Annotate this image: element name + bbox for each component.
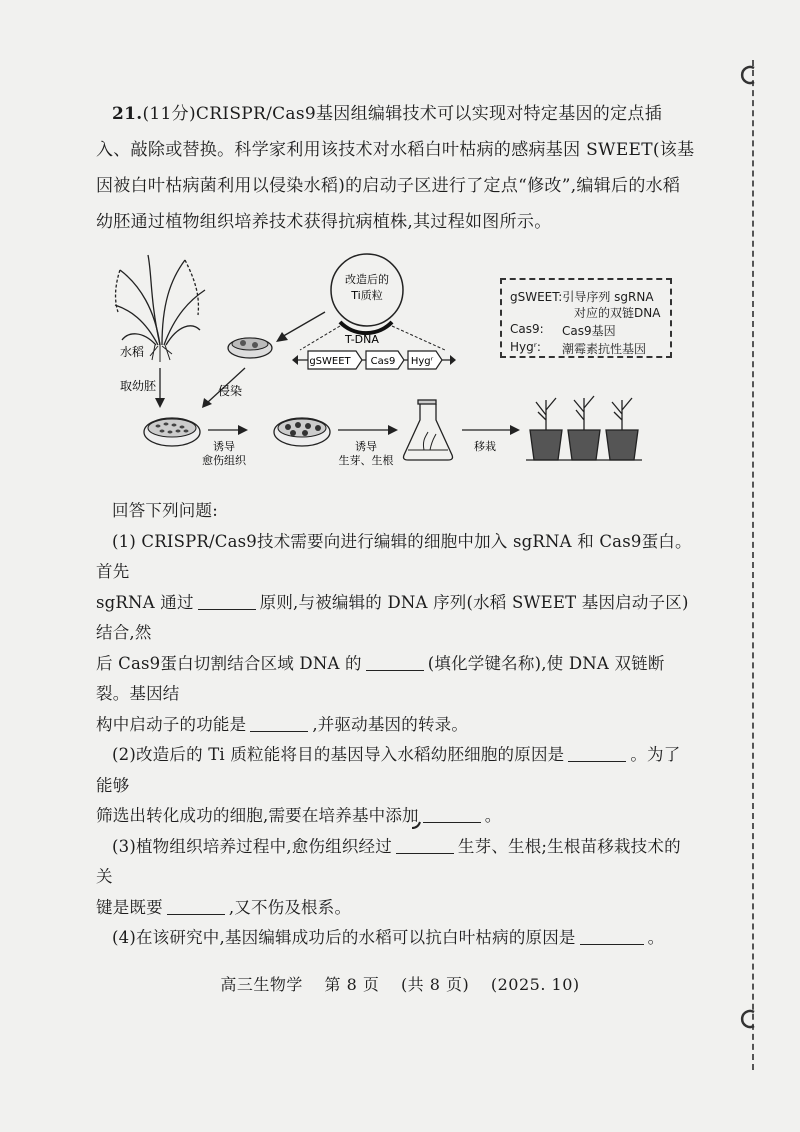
induce-1-line1: 诱导	[213, 440, 235, 453]
q3-text: 键是既要	[96, 897, 163, 917]
gene-hyg-box	[408, 351, 442, 369]
footer-total: (共 8 页)	[400, 975, 470, 994]
question-number: 21.	[112, 104, 143, 124]
q1-text: 原则,与被编辑的 DNA 序列(水稻 SWEET 基因启动子区)结合,然	[96, 592, 689, 642]
question-score: (11分)	[142, 104, 196, 124]
binding-dashed-line	[752, 60, 754, 1070]
q1-text: 后 Cas9蛋白切割结合区域 DNA 的	[96, 653, 362, 673]
q3-text: 生芽、生根;生根苗移栽技术的关	[96, 836, 681, 886]
transplant-label: 移栽	[474, 440, 496, 453]
infect-label: 侵染	[218, 384, 243, 398]
answers-intro: 回答下列问题:	[112, 501, 218, 520]
gene-3-label: Hygʳ	[410, 356, 434, 367]
q4-text: (4)在该研究中,基因编辑成功后的水稻可以抗白叶枯病的原因是	[112, 928, 576, 947]
q1-line-a: (1) CRISPR/Cas9技术需要向进行编辑的细胞中加入 sgRNA 和 Cas9蛋白。首先	[96, 531, 692, 581]
take-embryo-label: 取幼胚	[120, 379, 157, 393]
q3-line-b	[96, 893, 696, 924]
induce-1-line2: 愈伤组织	[202, 454, 246, 467]
legend-row3-value: 潮霉素抗性基因	[562, 342, 647, 356]
page-footer	[0, 972, 800, 995]
legend-box	[500, 278, 672, 358]
q1-line-c	[96, 649, 696, 710]
agrobacterium-dish-icon	[228, 338, 272, 358]
binding-hole-icon	[738, 1008, 760, 1030]
legend-row1	[510, 288, 654, 305]
answer-blank[interactable]	[396, 837, 454, 854]
question-stem-text: CRISPR/Cas9基因组编辑技术可以实现对特定基因的定点插入、敲除或替换。科学家利用该技术对水稻白叶枯病的感病基因 SWEET(该基因被白叶枯病菌利用以侵染水稻)的启动子区进行了定点“修改”,编辑后的水稻幼胚通过植物组织培养技术获得抗病植株,其过程如图所示。	[96, 104, 695, 232]
answer-blank[interactable]	[198, 593, 256, 610]
q3-text: ,又不伤及根系。	[228, 897, 352, 917]
q1-line-d	[96, 710, 696, 741]
q4-line-a	[96, 923, 696, 954]
q2-text: 。	[484, 806, 502, 825]
q2-text: 筛选出转化成功的细胞,需要在培养基中添加	[96, 806, 419, 825]
footer-date: (2025. 10)	[490, 975, 580, 994]
gene-2-label: Cas9	[370, 356, 396, 367]
q2-text: 。为了能够	[96, 745, 681, 795]
answer-blank[interactable]	[167, 898, 225, 915]
induce-2-line1: 诱导	[355, 440, 377, 453]
callus-dish-icon	[274, 418, 330, 446]
q1-text: ,并驱动基因的转录。	[312, 714, 469, 734]
gene-1-label: gSWEET	[309, 356, 351, 367]
legend-row3-key: Hygʳ:	[510, 340, 541, 354]
q2-line-b	[96, 801, 696, 832]
q4-text: 。	[647, 928, 665, 947]
q2-line-a	[96, 740, 696, 801]
sub-questions	[96, 496, 696, 954]
legend-row2-value: Cas9基因	[562, 324, 616, 338]
q3-line-a	[96, 832, 696, 893]
q2-text: (2)改造后的 Ti 质粒能将目的基因导入水稻幼胚细胞的原因是	[112, 745, 565, 764]
culture-flask-icon	[404, 400, 453, 460]
stray-pen-mark-icon	[410, 820, 422, 830]
question-stem	[96, 96, 696, 240]
q3-text: (3)植物组织培养过程中,愈伤组织经过	[112, 836, 392, 856]
gene-sweet-box	[308, 351, 362, 369]
answer-blank[interactable]	[423, 806, 481, 823]
footer-subject: 高三生物学	[220, 975, 303, 994]
answer-blank[interactable]	[366, 654, 424, 671]
legend-row2-key: Cas9:	[510, 322, 544, 336]
gene-cas9-box	[366, 351, 404, 369]
answer-blank[interactable]	[580, 928, 644, 945]
induce-2-line2: 生芽、生根	[338, 454, 394, 467]
q1-text: 构中启动子的功能是	[96, 714, 247, 734]
answer-blank[interactable]	[250, 715, 308, 732]
legend-value-2: 对应的双链DNA	[574, 306, 661, 320]
q1-text: (填化学键名称),使 DNA 双链断裂。基因结	[96, 653, 665, 703]
footer-page: 第 8 页	[324, 975, 380, 994]
legend-key: gSWEET:	[510, 290, 563, 304]
binding-hole-icon	[738, 64, 760, 86]
tdna-label: T-DNA	[345, 333, 379, 346]
plasmid-label-2: Ti质粒	[351, 289, 383, 302]
answer-blank[interactable]	[568, 745, 626, 762]
legend-value: 引导序列 sgRNA	[562, 290, 654, 304]
plasmid-label-1: 改造后的	[345, 273, 389, 286]
plant-label: 水稻	[120, 345, 145, 359]
embryo-dish-icon	[144, 418, 200, 446]
q1-line-b	[96, 588, 696, 649]
potted-seedlings-icon	[526, 396, 642, 460]
q1-text: sgRNA 通过	[96, 592, 194, 612]
